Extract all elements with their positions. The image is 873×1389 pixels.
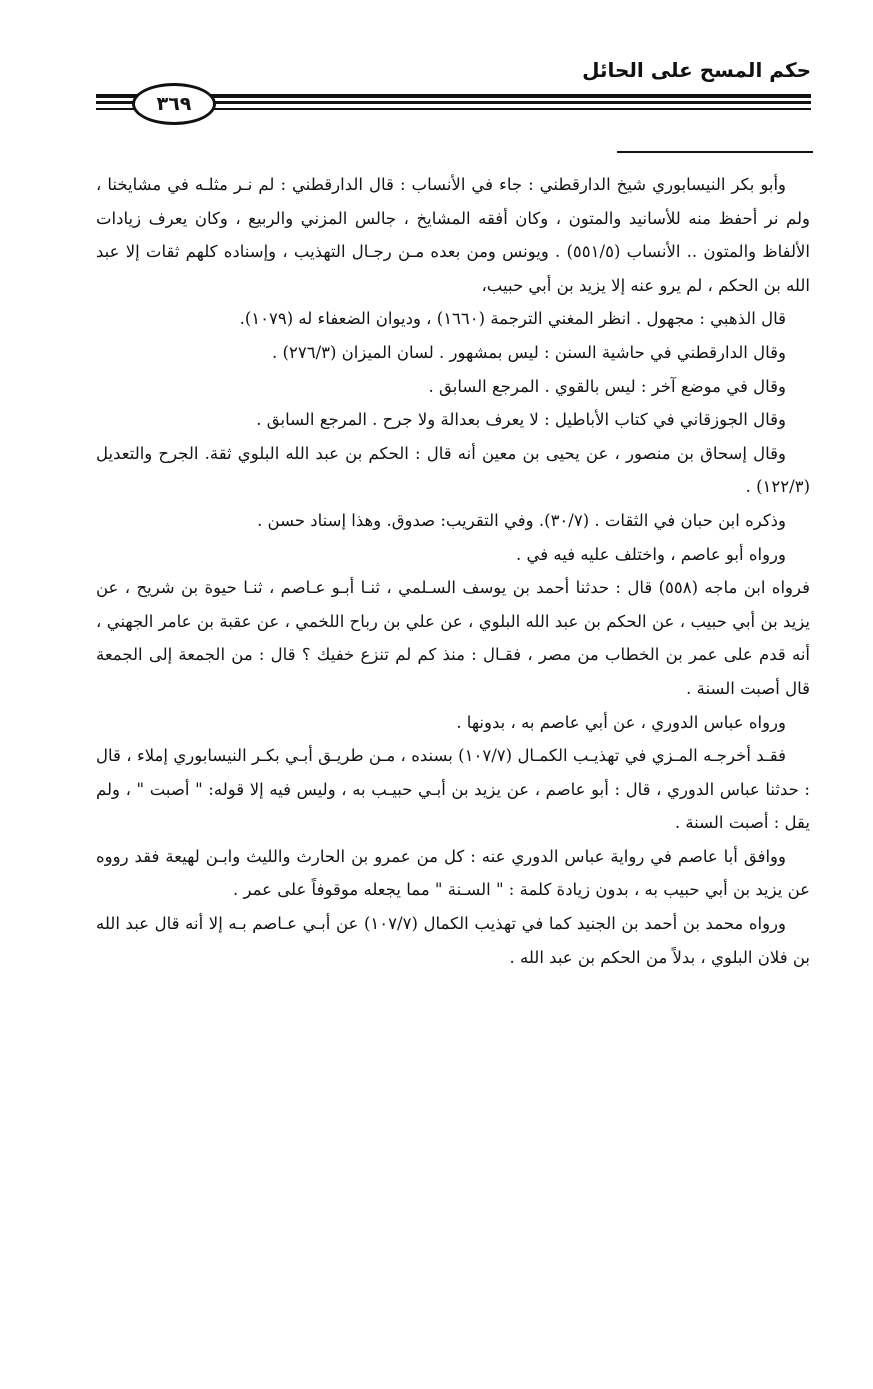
paragraph: وقال الدارقطني في حاشية السنن : ليس بمشهور . لسان الميزان (٢٧٦/٣) . xyxy=(272,342,786,362)
paragraph: ورواه أبو عاصم ، واختلف عليه فيه في . xyxy=(516,544,786,564)
footnote-separator-line xyxy=(617,151,813,153)
page-number-badge xyxy=(132,83,216,125)
running-title: حكم المسح على الحائل xyxy=(582,58,811,82)
footnote-text-body xyxy=(96,168,810,974)
paragraph: وقال الجوزقاني في كتاب الأباطيل : لا يعرف بعدالة ولا جرح . المرجع السابق . xyxy=(256,410,786,430)
page-number: ٣٦٩ xyxy=(156,93,192,115)
paragraph: ورواه محمد بن أحمد بن الجنيد كما في تهذيب الكمال (١٠٧/٧) عن أبـي عـاصم بـه إلا أنه قال عبد الله بن فلان البلوي ، بدلاً من الحكم بن عبد الله . xyxy=(96,914,810,967)
paragraph: وأبو بكر النيسابوري شيخ الدارقطني : جاء في الأنساب : قال الدارقطني : لم نـر مثلـه في مشايخنا ، ولم نر أحفظ منه للأسانيد والمتون ، وكان أفقه المشايخ ، جالس المزني والربيع ، وكان يعرف زيادات الألفاظ والمتون .. الأنساب (٥٥١/٥) . ويونس ومن بعده مـن رجـال التهذيب ، وإسناده كلهم ثقات إلا عبد الله بن الحكم ، لم يرو عنه إلا يزيد بن أبي حبيب، xyxy=(96,175,810,295)
paragraph: وذكره ابن حبان في الثقات . (٣٠/٧). وفي التقريب: صدوق. وهذا إسناد حسن . xyxy=(257,510,786,530)
paragraph: ورواه عباس الدوري ، عن أبي عاصم به ، بدونها . xyxy=(456,712,786,732)
paragraph: فرواه ابن ماجه (٥٥٨) قال : حدثنا أحمد بن يوسف السـلمي ، ثنـا أبـو عـاصم ، ثنـا حيوة بن شريح ، عن يزيد بن أبي حبيب ، عن الحكم بن عبد الله البلوي ، عن علي بن رباح اللخمي ، عن عقبة بن عامر الجهني ، أنه قدم على عمر بن الخطاب من مصر ، فقـال : منذ كم لم تنزع خفيك ؟ قال : من الجمعة إلى الجمعة قال أصبت السنة . xyxy=(96,578,810,698)
paragraph: ووافق أبا عاصم في رواية عباس الدوري عنه : كل من عمرو بن الحارث والليث وابـن لهيعة فقد رووه عن يزيد بن أبي حبيب به ، بدون زيادة كلمة : " السـنة " مما يجعله موقوفاً على عمر . xyxy=(96,846,810,900)
paragraph: فقـد أخرجـه المـزي في تهذيـب الكمـال (١٠٧/٧) بسنده ، مـن طريـق أبـي بكـر النيسابوري إملاء ، قال : حدثنا عباس الدوري ، قال : أبو عاصم ، عن يزيد بن أبـي حبيـب به ، وليس فيه إلا قوله: " أصبت " ، ولم يقل : أصبت السنة . xyxy=(96,746,810,833)
paragraph: وقال إسحاق بن منصور ، عن يحيى بن معين أنه قال : الحكم بن عبد الله البلوي ثقة. الجرح والتعديل (١٢٢/٣) . xyxy=(96,443,810,497)
paragraph: وقال في موضع آخر : ليس بالقوي . المرجع السابق . xyxy=(428,376,786,396)
paragraph: قال الذهبي : مجهول . انظر المغني الترجمة (١٦٦٠) ، وديوان الضعفاء له (١٠٧٩). xyxy=(239,309,786,329)
